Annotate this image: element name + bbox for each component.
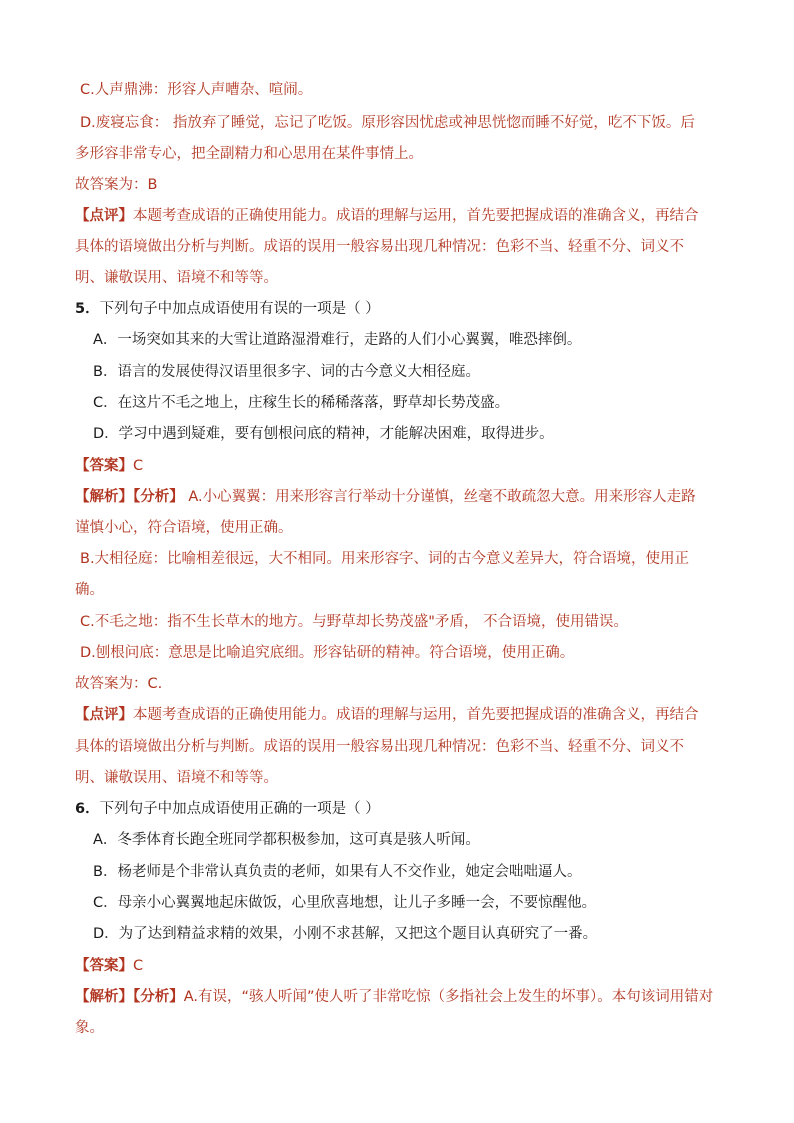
text-segment: 象。: [75, 1020, 104, 1036]
analysis-line: [80, 612, 628, 632]
text-segment: C: [133, 958, 144, 974]
text-segment: 下列句子中加点成语使用正确的一项是（ ）: [99, 801, 380, 817]
text-segment: 谨慎小心，符合语境，使用正确。: [75, 520, 293, 536]
text-segment: B．语言的发展使得汉语里很多字、词的古今意义大相径庭。: [93, 364, 480, 380]
text-segment: C.人声鼎沸：形容人声嘈杂、喧闹。: [80, 82, 313, 98]
option-a: [93, 330, 581, 350]
text-segment: 【解析】【分析】: [75, 489, 184, 505]
text-segment: 本题考查成语的正确使用能力。成语的理解与运用，首先要把握成语的准确含义，再结合: [133, 707, 699, 723]
answer-line: [75, 956, 143, 976]
text-segment: 【答案】: [75, 458, 133, 474]
text-segment: 确。: [75, 582, 104, 598]
analysis-line: [80, 549, 689, 569]
text-segment: A.小心翼翼：用来形容言行举动十分谨慎，丝毫不敢疏忽大意。用来形容人走路: [183, 489, 696, 505]
analysis-line: [80, 643, 574, 663]
answer-summary: [75, 674, 162, 694]
text-segment: C．在这片不毛之地上，庄稼生长的稀稀落落，野草却长势茂盛。: [93, 395, 510, 411]
text-segment: A．一场突如其来的大雪让道路湿滑难行，走路的人们小心翼翼，唯恐摔倒。: [93, 332, 582, 348]
text-segment: 5．: [75, 301, 100, 317]
option-d: [93, 924, 597, 944]
comment-line: [75, 237, 684, 257]
text-segment: 6．: [75, 801, 100, 817]
text-segment: 具体的语境做出分析与判断。成语的误用一般容易出现几种情况：色彩不当、轻重不分、词义不: [75, 239, 684, 255]
analysis-line: [75, 987, 713, 1007]
text-segment: 下列句子中加点成语使用有误的一项是（ ）: [99, 301, 380, 317]
option-c: [93, 393, 509, 413]
text-segment: 多形容非常专心，把全副精力和心思用在某件事情上。: [75, 146, 423, 162]
explanation-line: [80, 113, 695, 133]
text-segment: 明、谦敬误用、语境不和等等。: [75, 770, 278, 786]
comment-line: [75, 768, 278, 788]
text-segment: 【解析】【分析】: [75, 989, 184, 1005]
text-segment: 故答案为：B: [75, 177, 158, 193]
comment-line: [75, 705, 699, 725]
text-segment: D.废寝忘食： 指放弃了睡觉，忘记了吃饭。原形容因忧虑或神思恍惚而睡不好觉，吃不下饭。后: [80, 115, 695, 131]
text-segment: 【点评】: [75, 208, 133, 224]
option-b: [93, 862, 581, 882]
explanation-line: [80, 80, 312, 100]
option-b: [93, 362, 480, 382]
text-segment: 明、谦敬误用、语境不和等等。: [75, 270, 278, 286]
text-segment: C．母亲小心翼翼地起床做饭，心里欣喜地想，让儿子多睡一会，不要惊醒他。: [93, 895, 597, 911]
text-segment: B.大相径庭：比喻相差很远，大不相同。用来形容字、词的古今意义差异大，符合语境，使用正: [80, 551, 690, 567]
text-segment: B．杨老师是个非常认真负责的老师，如果有人不交作业，她定会咄咄逼人。: [93, 864, 582, 880]
answer-summary: [75, 175, 157, 195]
question-5-stem: [75, 299, 380, 319]
analysis-line: [75, 580, 104, 600]
analysis-line: [75, 1018, 104, 1038]
text-segment: A．冬季体育长跑全班同学都积极参加，这可真是骇人听闻。: [93, 832, 480, 848]
text-segment: 具体的语境做出分析与判断。成语的误用一般容易出现几种情况：色彩不当、轻重不分、词义不: [75, 739, 684, 755]
text-segment: A.有误，“骇人听闻”使人听了非常吃惊（多指社会上发生的坏事）。本句该词用错对: [183, 989, 714, 1005]
text-segment: D．为了达到精益求精的效果，小刚不求甚解，又把这个题目认真研究了一番。: [93, 926, 598, 942]
text-segment: D.刨根问底：意思是比喻追究底细。形容钻研的精神。符合语境，使用正确。: [80, 645, 575, 661]
text-segment: 【答案】: [75, 958, 133, 974]
text-segment: C.不毛之地：指不生长草木的地方。与野草却长势茂盛"矛盾， 不合语境，使用错误。: [80, 614, 629, 630]
option-d: [93, 424, 554, 444]
option-a: [93, 830, 480, 850]
analysis-line: [75, 487, 696, 507]
text-segment: D．学习中遇到疑难，要有刨根问底的精神，才能解决困难，取得进步。: [93, 426, 554, 442]
text-segment: C: [133, 458, 144, 474]
answer-line: [75, 456, 143, 476]
comment-line: [75, 206, 699, 226]
analysis-line: [75, 518, 293, 538]
comment-line: [75, 268, 278, 288]
text-segment: 本题考查成语的正确使用能力。成语的理解与运用，首先要把握成语的准确含义，再结合: [133, 208, 699, 224]
explanation-line: [75, 144, 423, 164]
text-segment: 【点评】: [75, 707, 133, 723]
comment-line: [75, 737, 684, 757]
question-6-stem: [75, 799, 380, 819]
text-segment: 故答案为：C.: [75, 676, 163, 692]
option-c: [93, 893, 596, 913]
